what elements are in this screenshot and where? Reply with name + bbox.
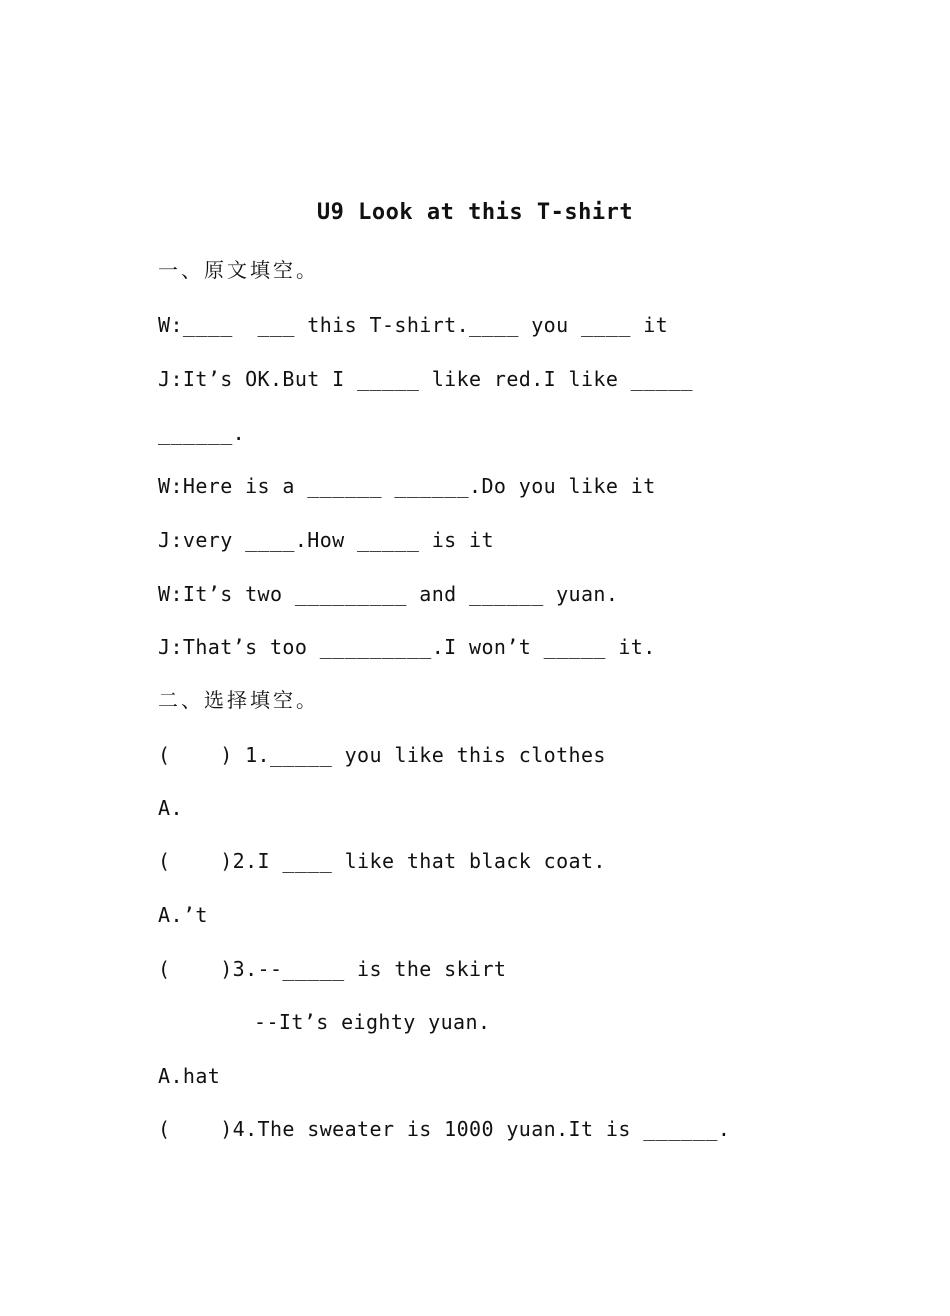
question-2-options: A.’t (158, 903, 208, 927)
dialogue-line-4: J:very ____.How _____ is it (158, 528, 494, 552)
dialogue-line-2: J:It’s OK.But I _____ like red.I like _____ (158, 367, 693, 391)
question-3-stem: ( )3.--_____ is the skirt (158, 957, 507, 981)
dialogue-line-5: W:It’s two _________ and ______ yuan. (158, 582, 619, 606)
question-2-stem: ( )2.I ____ like that black coat. (158, 849, 606, 873)
question-1-stem: ( ) 1._____ you like this clothes (158, 743, 606, 767)
section-2-heading: 二、选择填空。 (158, 688, 319, 712)
dialogue-line-1: W:____ ___ this T-shirt.____ you ____ it (158, 313, 669, 337)
section-1-heading: 一、原文填空。 (158, 258, 319, 282)
question-1-options: A. (158, 796, 183, 820)
dialogue-line-3: W:Here is a ______ ______.Do you like it (158, 474, 656, 498)
page-title: U9 Look at this T-shirt (316, 200, 634, 225)
question-4-stem: ( )4.The sweater is 1000 yuan.It is ______. (158, 1117, 731, 1141)
dialogue-line-6: J:That’s too _________.I won’t _____ it. (158, 635, 656, 659)
question-3-options: A.hat (158, 1064, 221, 1088)
question-3-answer-line: --It’s eighty yuan. (254, 1010, 491, 1034)
dialogue-line-2-continued: ______. (158, 421, 246, 445)
